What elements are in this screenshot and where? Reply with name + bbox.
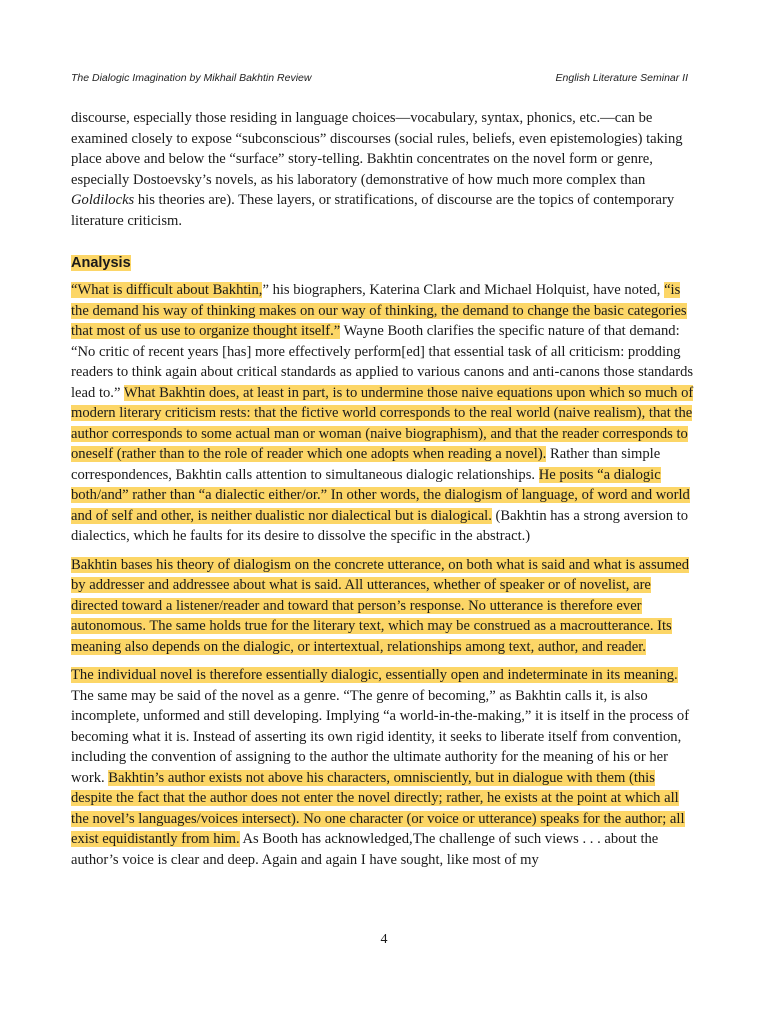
header-course: English Literature Seminar II [555,72,688,84]
paragraph-analysis-3 [71,665,696,870]
paragraph-intro-text-b: his theories are). These layers, or stratifications, of discourse are the topics of contemporary literature criticism. [71,192,675,229]
header-title: The Dialogic Imagination by Mikhail Bakhtin Review [71,72,312,84]
running-header [71,72,688,84]
highlight: Bakhtin bases his theory of dialogism on the concrete utterance, on both what is said and what is assumed by addresser and addressee about what is said. All utterances, whether of speaker or of novelist, are directed toward a listener/reader and toward that person’s response. No utterance is therefore ever autonomous. The same holds true for the literary text, which may be construed as a macroutterance. Its meaning also depends on the dialogic, or intertextual, relationships among text, author, and reader. [71,556,690,655]
highlight: What Bakhtin does, at least in part, is to undermine those naive equations upon which so much of modern literary criticism rests: that the fictive world corresponds to the real world (naive realism), that the author corresponds to some actual man or woman (naive biographism), and that the reader corresponds to oneself (rather than to the role of reader which one adopts when reading a novel). [71,384,694,462]
goldilocks-title: Goldilocks [71,192,135,208]
text-run: The same may be said of the novel as a genre. “The genre of becoming,” as Bakhtin calls it, is also incomplete, unformed and still developing. Implying “a world-in-the-making,” it is itself in the process of becoming what it is. Instead of asserting its own rigid identity, it seeks to liberate itself from convention, including the convention of assigning to the author the ultimate authority for the meaning of his or her work. [71,687,690,786]
highlight: “What is difficult about Bakhtin, [71,282,263,298]
paragraph-intro-text-a: discourse, especially those residing in language choices—vocabulary, syntax, phonics, etc.—can be examined closely to expose “subconscious” discourses (social rules, beliefs, even epistemologies) taking place above and below the “surface” story-telling. Bakhtin concentrates on the novel form or genre, especially Dostoevsky’s novels, as his laboratory (demonstrative of how much more complex than [71,110,683,188]
highlight: He posits “a dialogic both/and” rather than “a dialectic either/or.” In other words, the dialogism of language, of word and world and of self and other, is neither dualistic nor dialectical but is dialogical. [71,466,690,524]
text-run: ” his biographers, Katerina Clark and Michael Holquist, have noted, [262,282,665,298]
paragraph-intro [71,108,696,231]
paragraph-analysis-1 [71,280,696,547]
highlight: “is the demand his way of thinking makes on our way of thinking, the demand to change the basic categories that most of us use to organize thought itself.” [71,282,687,339]
paragraph-analysis-2 [71,555,696,658]
highlight: Bakhtin’s author exists not above his characters, omnisciently, but in dialogue with them (this despite the fact that the author does not enter the novel directly; rather, he exists at the point at which all the novel’s languages/voices intersect). No one character (or voice or utterance) speaks for the author; all exist equidistantly from him. [71,769,685,847]
text-run: (Bakhtin has a strong aversion to dialectics, which he faults for its desire to dissolve the specific in the abstract.) [71,507,689,544]
text-run: As Booth has acknowledged,The challenge of such views . . . about the author’s voice is clear and deep. Again and again I have sought, like most of my [71,831,659,868]
highlight: The individual novel is therefore essentially dialogic, essentially open and indeterminate in its meaning. [71,667,678,683]
heading-highlight: Analysis [71,255,131,271]
page-number: 4 [380,932,388,947]
text-run: Wayne Booth clarifies the specific nature of that demand: “No critic of recent years [has] more effectively perform[ed] that essential task of all criticism: prodding readers to think again about critical standards as applied to various canons and anti-canons those standards lead to.” [71,323,694,401]
text-run: Rather than simple correspondences, Bakhtin calls attention to simultaneous dialogic relationships. [71,446,661,483]
section-heading-analysis [71,253,696,273]
document-body [71,108,696,870]
